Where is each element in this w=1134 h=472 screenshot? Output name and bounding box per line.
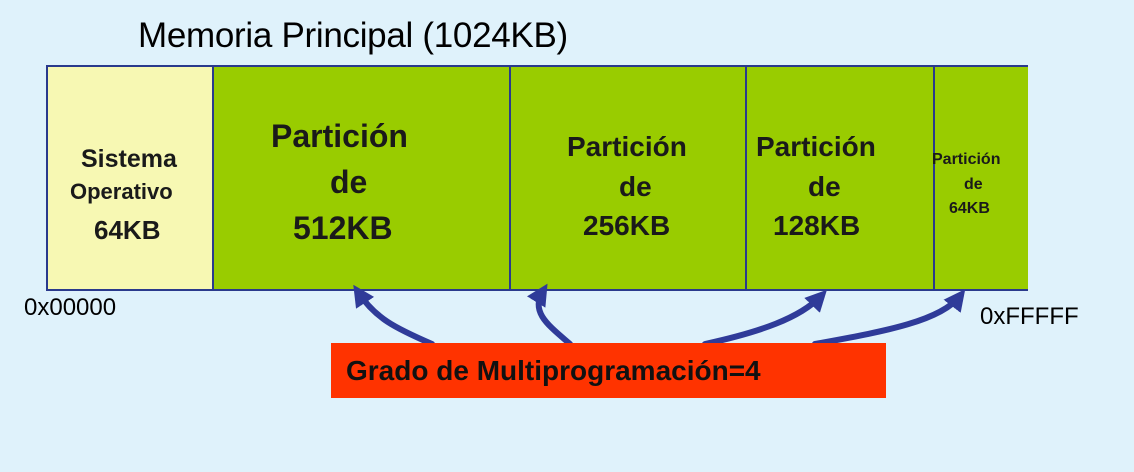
- os-line-1: Sistema: [81, 145, 177, 173]
- partition-64kb-line-3: 64KB: [949, 200, 990, 217]
- arrow-to-256kb: [539, 291, 570, 344]
- partition-256kb-line-1: Partición: [567, 131, 687, 162]
- arrow-to-512kb: [358, 292, 432, 344]
- partition-128kb-line-1: Partición: [756, 131, 876, 162]
- arrow-to-128kb: [705, 296, 821, 344]
- partition-256kb-line-3: 256KB: [583, 210, 671, 241]
- partition-64kb-line-1: Partición: [932, 151, 1001, 168]
- diagram-title: Memoria Principal (1024KB): [138, 16, 568, 55]
- partition-128kb-line-2: de: [808, 171, 841, 202]
- multiprogramming-label: Grado de Multiprogramación=4: [331, 343, 886, 398]
- address-end: 0xFFFFF: [980, 303, 1079, 330]
- os-line-2: Operativo: [70, 179, 173, 204]
- partition-512kb-line-2: de: [330, 164, 368, 200]
- partition-256kb-line-2: de: [619, 171, 652, 202]
- partition-512kb-line-1: Partición: [271, 118, 408, 154]
- os-line-3: 64KB: [94, 215, 161, 245]
- partition-64kb-line-2: de: [964, 176, 983, 193]
- partition-512kb-line-3: 512KB: [293, 210, 393, 246]
- arrow-to-64kb: [815, 296, 960, 344]
- partition-128kb-line-3: 128KB: [773, 210, 861, 241]
- address-start: 0x00000: [24, 294, 117, 321]
